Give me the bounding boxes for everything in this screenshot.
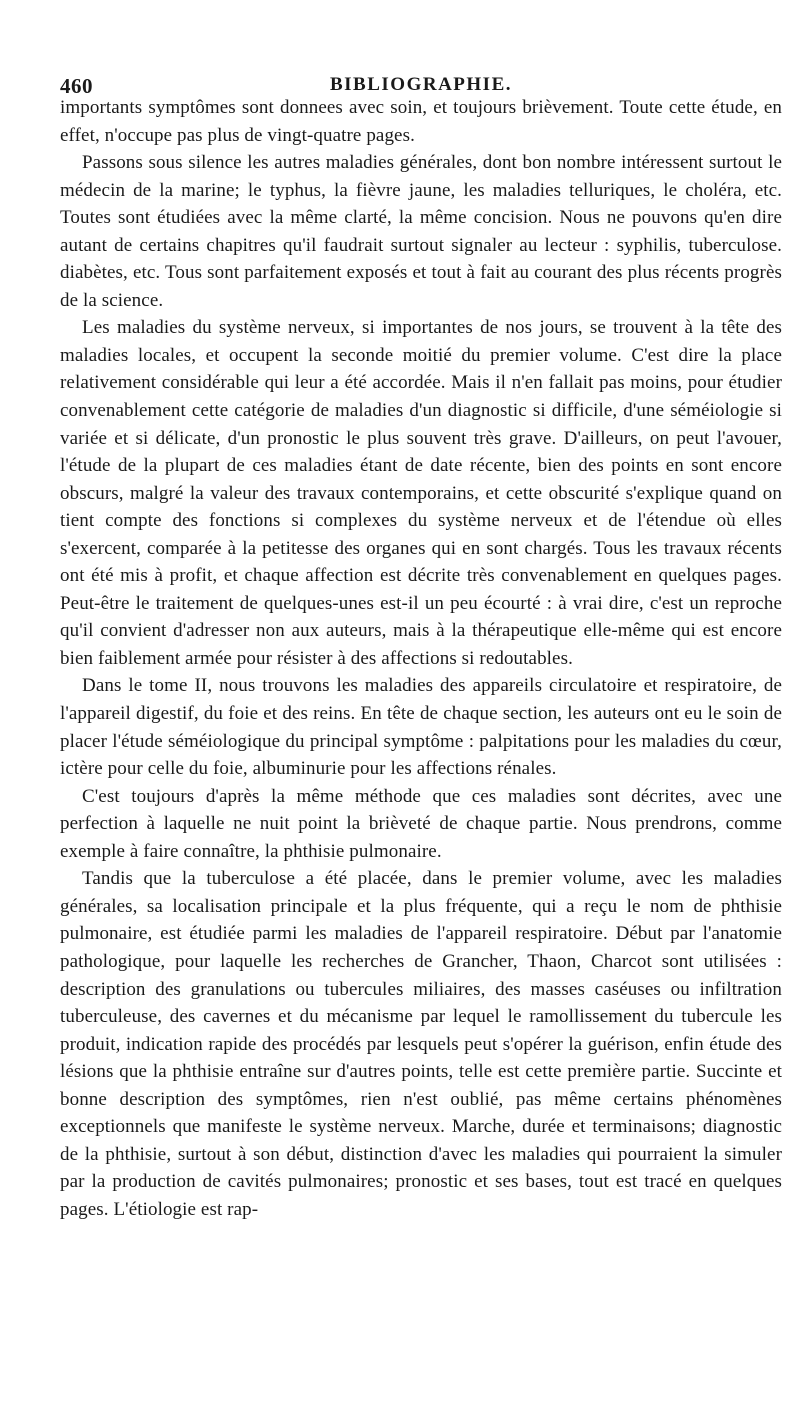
body-text <box>60 94 782 1223</box>
book-page <box>60 58 782 1223</box>
paragraph-5: C'est toujours d'après la même méthode que ces maladies sont décrites, avec une perfection à laquelle ne nuit point la brièveté de chaque partie. Nous prendrons, comme exemple à faire connaître, la phthisie pulmonaire. <box>60 785 782 862</box>
paragraph-3: Les maladies du système nerveux, si importantes de nos jours, se trouvent à la tête des maladies locales, et occupent la seconde moitié du premier volume. C'est dire la place relativement considérable qui leur a été accordée. Mais il n'en fallait pas moins, pour étudier convenablement cette catégorie de maladies d'un diagnostic si difficile, d'une séméiologie si variée et si délicate, d'un pronostic le plus souvent très grave. D'ailleurs, on peut l'avouer, l'étude de la plupart de ces maladies étant de date récente, bien des points en sont encore obscurs, malgré la valeur des travaux contemporains, et cette obscurité s'explique quand on tient compte des fonctions si complexes du système nerveux et de l'étendue où elles s'exercent, comparée à la petitesse des organes qui en sont chargés. Tous les travaux récents ont été mis à profit, et chaque affection est décrite très convenablement en quelques pages. Peut-être le traitement de quelques-unes est-il un peu écourté : à vrai dire, c'est un reproche qu'il convient d'adresser non aux auteurs, mais à la thérapeutique elle-même qui est encore bien faiblement armée pour résister à des affections si redoutables. <box>60 317 782 669</box>
paragraph-6: Tandis que la tuberculose a été placée, dans le premier volume, avec les maladies générales, sa localisation principale et la plus fréquente, qui a reçu le nom de phthisie pulmonaire, est étudiée parmi les maladies de l'appareil respiratoire. Début par l'anatomie pathologique, pour laquelle les recherches de Grancher, Thaon, Charcot sont utilisées : description des granulations ou tubercules miliaires, des masses caséuses ou infiltration tuberculeuse, des cavernes et du mécanisme par lequel le ramollissement du tubercule les produit, indication rapide des procédés par lesquels peut s'opérer la guérison, enfin étude des lésions que la phthisie entraîne sur d'autres points, telle est cette première partie. Succinte et bonne description des symptômes, rien n'est oublié, pas même certains phénomènes exceptionnels que manifeste le système nerveux. Marche, durée et terminaisons; diagnostic de la phthisie, surtout à son début, distinction d'avec les maladies qui pourraient la simuler par la production de cavités pulmonaires; pronostic et ses bases, tout est tracé en quelques pages. L'étiologie est rap- <box>60 868 782 1220</box>
running-head <box>60 58 782 98</box>
page-number: 460 <box>60 74 93 98</box>
running-title: BIBLIOGRAPHIE. <box>329 74 512 95</box>
paragraph-2: Passons sous silence les autres maladies générales, dont bon nombre intéressent surtout le médecin de la marine; le typhus, la fièvre jaune, les maladies telluriques, le choléra, etc. Toutes sont étudiées avec la même clarté, la même concision. Nous ne pouvons qu'en dire autant de certains chapitres qu'il faudrait surtout signaler au lecteur : syphilis, tuberculose. diabètes, etc. Tous sont parfaitement exposés et tout à fait au courant des plus récents progrès de la science. <box>60 152 782 311</box>
paragraph-1: importants symptômes sont donnees avec soin, et toujours brièvement. Toute cette étude, en effet, n'occupe pas plus de vingt-quatre pages. <box>60 97 782 146</box>
paragraph-4: Dans le tome II, nous trouvons les maladies des appareils circulatoire et respiratoire, de l'appareil digestif, du foie et des reins. En tête de chaque section, les auteurs ont eu le soin de placer l'étude séméiologique du principal symptôme : palpitations pour les maladies du cœur, ictère pour celle du foie, albuminurie pour les affections rénales. <box>60 675 782 780</box>
